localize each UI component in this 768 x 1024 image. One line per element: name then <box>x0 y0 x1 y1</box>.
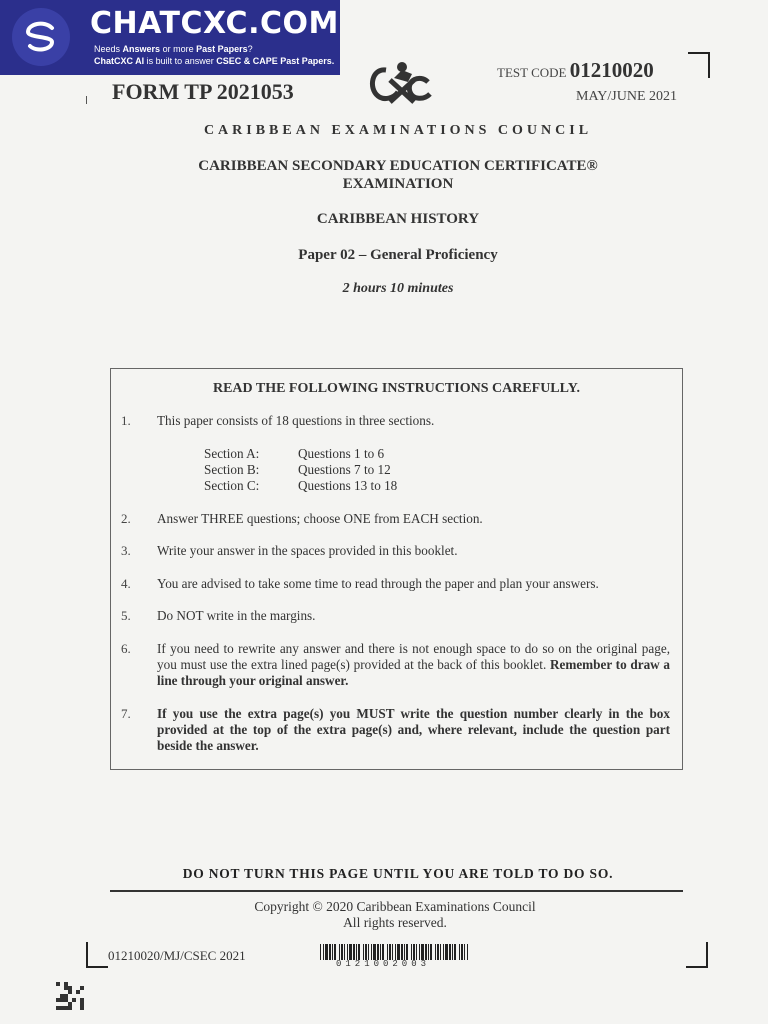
instruction-number: 3. <box>121 543 131 558</box>
qr-code-icon <box>56 982 84 1010</box>
instruction-text-multiline <box>157 641 670 689</box>
certificate-title-line2: EXAMINATION <box>342 176 454 192</box>
section-label: Section C: <box>204 478 260 493</box>
footer-code: 01210020/MJ/CSEC 2021 <box>108 948 246 963</box>
instruction-number: 4. <box>121 576 131 591</box>
form-code: FORM TP 2021053 <box>112 79 294 104</box>
rights-text: All rights reserved. <box>343 915 447 930</box>
instruction-text: Do NOT write in the margins. <box>157 608 316 623</box>
copyright-text: Copyright © 2020 Caribbean Examinations Council <box>254 899 536 914</box>
instruction-text: If you need to rewrite any answer and there is not enough space to do so on the original page, you must use the extra lined page(s) provided at the back of this booklet. <box>157 641 670 672</box>
instruction-number: 1. <box>121 413 131 428</box>
instruction-number: 7. <box>121 706 131 721</box>
banner-brand: CHATCXC.COM <box>90 6 339 41</box>
corner-mark-bottom-left <box>86 942 108 968</box>
instruction-emphasis: Remember to draw a line through your original answer. <box>157 657 671 688</box>
section-range: Questions 1 to 6 <box>298 446 385 461</box>
section-label: Section A: <box>204 446 260 461</box>
instruction-text: Write your answer in the spaces provided in this booklet. <box>157 543 458 558</box>
certificate-title-line1: CARIBBEAN SECONDARY EDUCATION CERTIFICATE® <box>198 158 598 174</box>
paper-title: Paper 02 – General Proficiency <box>298 247 498 263</box>
instruction-text: Answer THREE questions; choose ONE from EACH section. <box>157 511 483 526</box>
section-label: Section B: <box>204 462 260 477</box>
test-code-number: 01210020 <box>569 58 654 82</box>
instruction-text: This paper consists of 18 questions in three sections. <box>157 413 435 428</box>
footer-divider <box>110 890 683 892</box>
subject-title: CARIBBEAN HISTORY <box>316 211 480 227</box>
instruction-emphasis: If you use the extra page(s) you MUST write the question number clearly in the box provided at the top of the extra page(s) and, where relevant, include the question part beside the answer. <box>157 706 670 753</box>
banner-tagline-2: ChatCXC AI is built to answer CSEC & CAPE Past Papers. <box>94 56 335 66</box>
instruction-number: 5. <box>121 608 131 623</box>
test-code-label: TEST CODE <box>497 65 567 80</box>
cxc-crest-logo <box>364 58 434 108</box>
test-code <box>497 58 654 83</box>
margin-tick <box>86 96 87 104</box>
chatcxc-logo-icon <box>12 8 70 66</box>
barcode-number: 0121002003 <box>336 959 431 969</box>
exam-session: MAY/JUNE 2021 <box>576 89 677 104</box>
section-range: Questions 13 to 18 <box>298 478 398 493</box>
instruction-text: You are advised to take some time to read through the paper and plan your answers. <box>157 576 599 591</box>
instructions-title: READ THE FOLLOWING INSTRUCTIONS CAREFULLY. <box>212 381 581 396</box>
instruction-number: 6. <box>121 641 131 656</box>
corner-mark-top-right <box>688 52 710 78</box>
section-range: Questions 7 to 12 <box>298 462 391 477</box>
instruction-number: 2. <box>121 511 131 526</box>
council-name: CARIBBEAN EXAMINATIONS COUNCIL <box>203 123 593 138</box>
exam-duration: 2 hours 10 minutes <box>342 281 454 296</box>
corner-mark-bottom-right <box>686 942 708 968</box>
chatcxc-banner[interactable] <box>0 0 340 75</box>
banner-tagline-1: Needs Answers or more Past Papers? <box>94 44 253 54</box>
do-not-turn-notice: DO NOT TURN THIS PAGE UNTIL YOU ARE TOLD TO DO SO. <box>182 866 614 881</box>
